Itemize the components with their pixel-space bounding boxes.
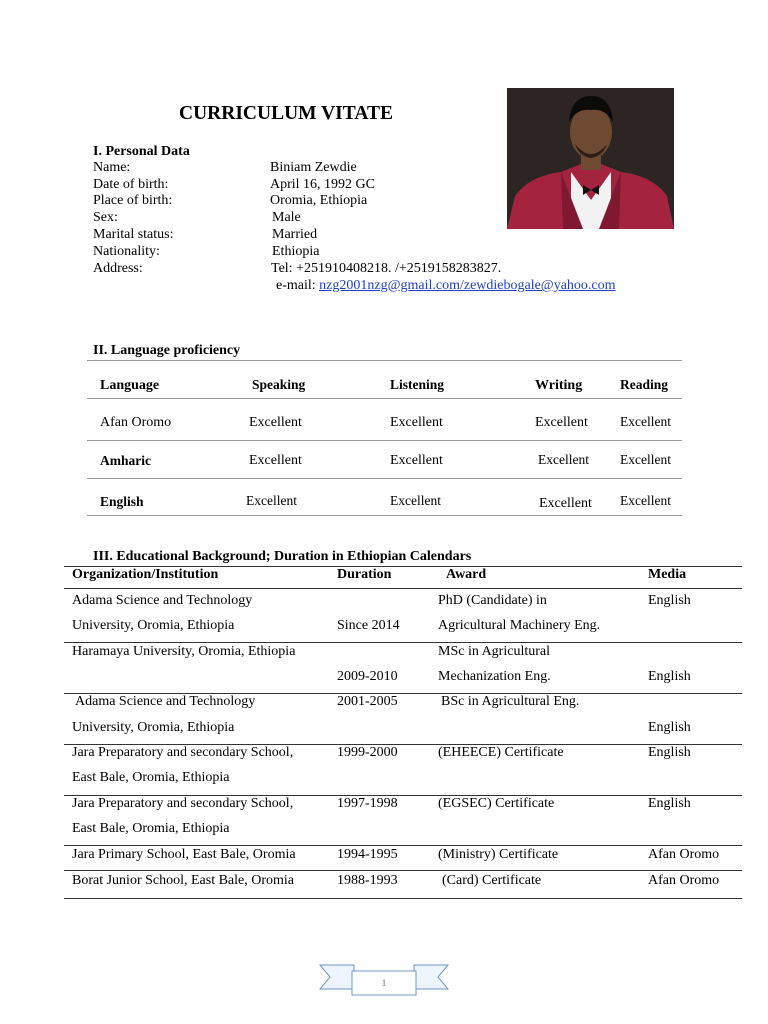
edu-row-award: (Ministry) Certificate [438,847,559,862]
edu-row-media: English [648,669,691,684]
edu-row-duration: 1999-2000 [337,745,398,760]
pob-value: Oromia, Ethiopia [270,193,368,208]
edu-row-media: English [648,796,691,811]
language-bottom-rule [87,515,682,516]
lang-row-writing: Excellent [535,415,588,430]
dob-value: April 16, 1992 GC [270,177,375,192]
edu-row-award: Agricultural Machinery Eng. [438,618,601,633]
email-label: e-mail: [276,278,316,293]
edu-row-org: Jara Primary School, East Bale, Oromia [72,847,296,862]
lang-row-reading: Excellent [620,452,671,467]
email-line [276,278,616,294]
edu-row-duration: Since 2014 [337,618,400,633]
edu-row-duration: 2009-2010 [337,669,398,684]
lang-row-writing: Excellent [539,496,592,511]
edu-row-org: University, Oromia, Ethiopia [72,720,235,735]
lang-row-speaking: Excellent [249,453,302,468]
edu-row-media: English [648,593,691,608]
lang-header-writing: Writing [535,378,583,393]
lang-row-language: Afan Oromo [100,415,172,430]
language-row-rule [87,440,682,441]
edu-row-award: Mechanization Eng. [438,669,551,684]
lang-header-reading: Reading [620,377,669,392]
page-title: CURRICULUM VITATE [179,103,393,124]
lang-row-writing: Excellent [538,452,589,467]
edu-row-duration: 1988-1993 [337,873,398,888]
address-tel-value: Tel: +251910408218. /+2519158283827. [271,261,502,276]
name-label: Name: [93,160,131,175]
edu-row-org: Jara Preparatory and secondary School, [72,796,294,811]
edu-row-duration: 1994-1995 [337,847,398,862]
edu-header-award: Award [446,567,487,582]
edu-row-award: MSc in Agricultural [438,644,550,659]
lang-row-reading: Excellent [620,414,671,429]
edu-row-org: East Bale, Oromia, Ethiopia [72,770,230,785]
dob-label: Date of birth: [93,177,169,192]
edu-header-rule [64,588,742,589]
edu-row-media: Afan Oromo [648,873,720,888]
nationality-value: Ethiopia [272,244,320,259]
edu-bottom-rule [64,898,742,899]
edu-row-rule [64,642,742,643]
profile-photo [507,88,674,229]
address-label: Address: [93,261,143,276]
edu-header-media: Media [648,567,687,582]
edu-row-award: (Card) Certificate [442,873,542,888]
marital-label: Marital status: [93,227,174,242]
edu-header-org: Organization/Institution [72,567,219,582]
sex-label: Sex: [93,210,118,225]
lang-header-speaking: Speaking [252,377,306,392]
edu-row-org: Adama Science and Technology [72,593,253,608]
edu-row-org: Borat Junior School, East Bale, Oromia [72,873,295,888]
page-number: 1 [381,978,387,988]
edu-row-org: Haramaya University, Oromia, Ethiopia [72,644,296,659]
edu-row-rule [64,845,742,846]
lang-row-language: English [100,494,144,509]
edu-row-duration: 2001-2005 [337,694,398,709]
nationality-label: Nationality: [93,244,160,259]
edu-row-award: BSc in Agricultural Eng. [441,694,580,709]
edu-row-media: Afan Oromo [648,847,720,862]
name-value: Biniam Zewdie [270,160,357,175]
lang-row-language: Amharic [100,453,151,468]
email-link[interactable]: nzg2001nzg@gmail.com/zewdiebogale@yahoo.com [319,278,616,293]
edu-header-duration: Duration [337,567,392,582]
language-row-rule [87,478,682,479]
language-top-rule [87,360,682,361]
page-number-ribbon [318,962,450,998]
education-heading: III. Educational Background; Duration in Ethiopian Calendars [93,549,472,564]
lang-row-speaking: Excellent [246,493,297,508]
lang-row-listening: Excellent [390,453,443,468]
edu-row-org: University, Oromia, Ethiopia [72,618,235,633]
lang-row-reading: Excellent [620,493,671,508]
lang-header-language: Language [100,378,160,393]
lang-row-speaking: Excellent [249,415,302,430]
marital-value: Married [272,227,318,242]
edu-row-award: PhD (Candidate) in [438,593,547,608]
edu-row-org: Jara Preparatory and secondary School, [72,745,294,760]
edu-row-award: (EHEECE) Certificate [438,745,564,760]
edu-row-org: East Bale, Oromia, Ethiopia [72,821,230,836]
lang-row-listening: Excellent [390,415,443,430]
edu-row-rule [64,870,742,871]
edu-top-rule [64,566,742,567]
lang-row-listening: Excellent [390,493,441,508]
edu-row-media: English [648,745,691,760]
language-header-rule [87,398,682,399]
edu-row-media: English [648,720,691,735]
edu-row-duration: 1997-1998 [337,796,398,811]
sex-value: Male [272,210,301,225]
lang-header-listening: Listening [390,377,445,392]
pob-label: Place of birth: [93,193,173,208]
language-heading: II. Language proficiency [93,343,241,358]
personal-data-heading: I. Personal Data [93,144,190,159]
edu-row-award: (EGSEC) Certificate [438,796,555,811]
edu-row-org: Adama Science and Technology [75,694,256,709]
